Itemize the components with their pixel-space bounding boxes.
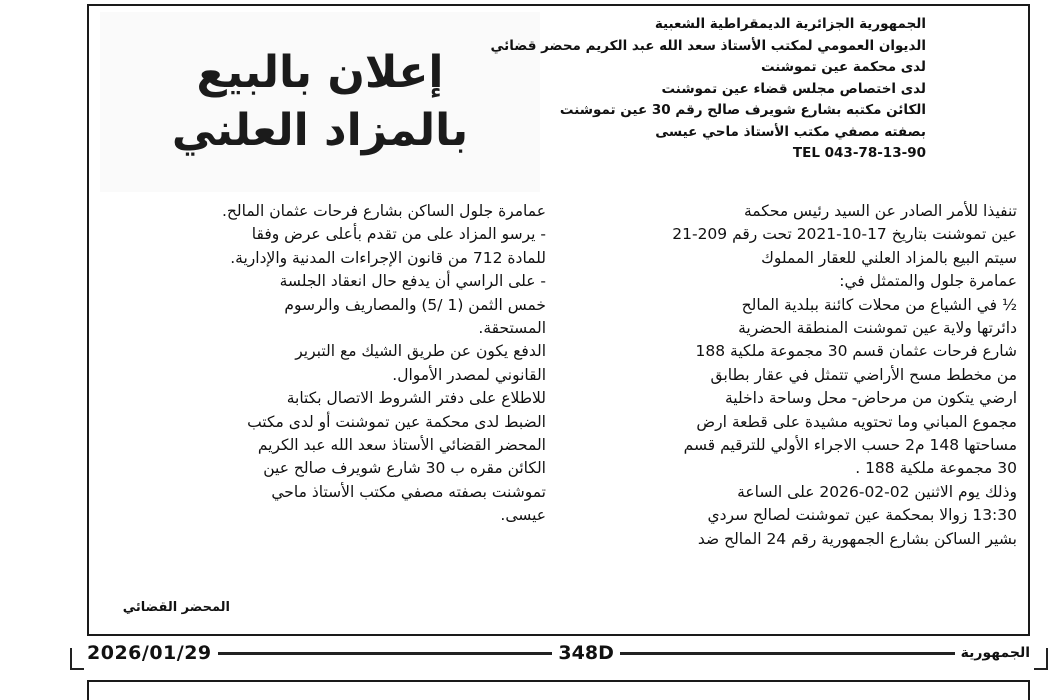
ad-title-line-2: بالمزاد العلني [171,105,469,156]
body-line: ½ في الشياع من محلات كائنة ببلدية المالح [741,295,1017,314]
body-line: الضبط لدى محكمة عين تموشنت أو لدى مكتب [247,412,546,431]
body-line: عيسى. [500,506,546,525]
footer-page-number: 348D [558,642,614,664]
ad-title-box [100,12,540,192]
header-telephone: TEL 043-78-13-90 [792,145,926,161]
body-line: وذلك يوم الاثنين 02-02-2026 على الساعة [737,482,1017,501]
body-line: القانوني لمصدر الأموال. [392,365,546,384]
bailiff-header [490,14,926,165]
page-footer [87,640,1030,666]
footer-newspaper-logo: الجمهورية [960,645,1030,661]
body-line: - على الراسي أن يدفع حال انعقاد الجلسة [279,272,546,291]
body-line: خمس الثمن (1 /5) والمصاريف والرسوم [284,295,546,314]
footer-corner-left [70,648,84,670]
header-line: لدى اختصاص مجلس قضاء عين تموشنت [661,80,926,97]
body-line: للمادة 712 من قانون الإجراءات المدنية والإدارية. [230,248,546,267]
body-line: شارع فرحات عثمان قسم 30 مجموعة ملكية 188 [695,342,1017,361]
footer-rule [218,652,553,655]
footer-rule [620,652,955,655]
body-line: 30 مجموعة ملكية 188 . [855,459,1017,478]
body-line: عمامرة جلول والمتمثل في: [839,272,1017,291]
body-line: مساحتها 148 م2 حسب الاجراء الأولي للترقيم قسم [683,436,1017,455]
body-line: بشير الساكن بشارع الجمهورية رقم 24 المالح ضد [697,529,1017,548]
signature-label: المحضر القضائي [122,600,230,615]
body-line: 13:30 زوالا بمحكمة عين تموشنت لصالح سردي [707,506,1017,525]
next-ad-frame [87,680,1030,700]
footer-date: 2026/01/29 [87,642,212,664]
footer-corner-right [1034,648,1048,670]
body-line: دائرتها ولاية عين تموشنت المنطقة الحضرية [738,319,1017,338]
body-line: للاطلاع على دفتر الشروط الاتصال بكتابة [286,389,546,408]
body-line: الكائن مقره ب 30 شارع شويرف صالح عين [263,459,546,478]
ad-title-line-1: إعلان بالبيع [196,47,444,98]
body-column-right [580,200,1017,551]
body-line: عين تموشنت بتاريخ 17-10-2021 تحت رقم 209-21 [672,225,1017,244]
body-line: تنفيذا للأمر الصادر عن السيد رئيس محكمة [743,202,1017,220]
body-line: المستحقة. [478,319,546,338]
body-column-left [100,200,546,528]
body-line: تموشنت بصفته مصفي مكتب الأستاذ ماحي [271,482,546,501]
header-line: بصفته مصفي مكتب الأستاذ ماحي عيسى [655,123,926,140]
body-line: عمامرة جلول الساكن بشارع فرحات عثمان المالح. [221,202,546,220]
header-line: الديوان العمومي لمكتب الأستاذ سعد الله عبد الكريم محضر قضائي [490,37,926,54]
body-line: المحضر القضائي الأستاذ سعد الله عبد الكريم [257,436,546,455]
header-line: الكائن مكتبه بشارع شويرف صالح رقم 30 عين تموشنت [559,102,926,118]
header-line: الجمهورية الجزائرية الديمقراطية الشعبية [654,16,926,32]
body-line: ارضي يتكون من مرحاض- محل وساحة داخلية [724,389,1017,408]
body-line: مجموع المباني وما تحتويه مشيدة على قطعة ارض [696,412,1017,431]
header-line: لدى محكمة عين تموشنت [760,59,926,75]
body-line: من مخطط مسح الأراضي تتمثل في عقار بطابق [710,365,1017,384]
body-line: الدفع يكون عن طريق الشيك مع التبرير [295,342,546,361]
body-line: - يرسو المزاد على من تقدم بأعلى عرض وفقا [251,225,546,244]
body-line: سيتم البيع بالمزاد العلني للعقار المملوك [761,248,1017,267]
